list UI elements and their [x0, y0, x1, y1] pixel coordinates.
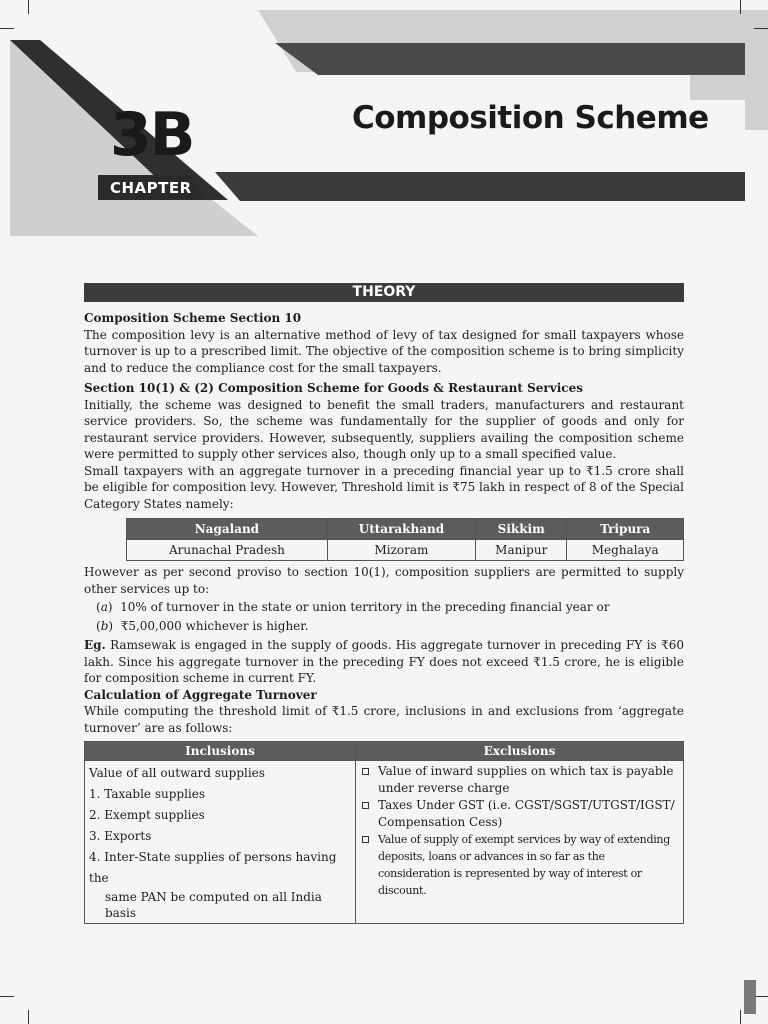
crop-mark	[754, 996, 768, 997]
crop-mark	[740, 1010, 741, 1024]
table-cell: Manipur	[476, 540, 567, 561]
list-item-text: Value of inward supplies on which tax is payable under reverse charge	[378, 764, 674, 795]
table-cell: Sikkim	[476, 519, 567, 540]
crop-mark	[0, 996, 14, 997]
list-item: 2. Exempt supplies	[89, 808, 205, 822]
crop-mark	[740, 0, 741, 14]
special-states-table	[126, 518, 684, 561]
list-item: 1. Taxable supplies	[89, 787, 206, 801]
list-item: (b) ₹5,00,000 whichever is higher.	[96, 619, 309, 633]
crop-mark	[28, 1010, 29, 1024]
crop-mark	[28, 0, 29, 14]
inclusions-cell	[85, 761, 356, 924]
paragraph: Small taxpayers with an aggregate turnover in a preceding financial year up to ₹1.5 crore shall be eligible for composition levy. However, Threshold limit is ₹75 lakh in respect of 8 of the Special Category States namely:	[84, 463, 684, 511]
list-item	[360, 763, 679, 796]
table-cell: Arunachal Pradesh	[127, 540, 328, 561]
table-cell: Nagaland	[127, 519, 328, 540]
page-content	[84, 310, 684, 924]
example-text: Ramsewak is engaged in the supply of goods. His aggregate turnover in preceding FY is ₹60 lakh. Since his aggregate turnover in the preceding FY does not exceed ₹1.5 crore, he is eligible for composition scheme in current FY.	[84, 638, 684, 685]
section-heading: Section 10(1) & (2) Composition Scheme for Goods & Restaurant Services	[84, 381, 583, 395]
crop-mark	[754, 28, 768, 29]
section-heading: Composition Scheme Section 10	[84, 311, 302, 325]
list-item-text: ₹5,00,000 whichever is higher.	[120, 619, 309, 633]
table-header-inclusions: Inclusions	[85, 742, 356, 761]
example-label: Eg.	[84, 638, 106, 652]
table-cell: Uttarakhand	[327, 519, 475, 540]
list-item: 4. Inter-State supplies of persons having the	[89, 850, 337, 885]
table-cell: Tripura	[567, 519, 684, 540]
crop-mark	[0, 28, 14, 29]
table-cell: Mizoram	[327, 540, 475, 561]
chapter-label: CHAPTER	[110, 179, 192, 197]
inclusions-exclusions-table	[84, 741, 684, 924]
checkbox-bullet-icon	[362, 802, 369, 809]
paragraph: Initially, the scheme was designed to benefit the small traders, manufacturers and restaurant service providers. So, the scheme was fundamentally for the supplier of goods and only for restaurant service providers. However, subsequently, suppliers availing the composition scheme were permitted to supply other services also, though only up to a small specified value.	[84, 397, 684, 461]
section-heading: Calculation of Aggregate Turnover	[84, 687, 317, 702]
list-item: (a) 10% of turnover in the state or union territory in the preceding financial year or	[96, 600, 610, 614]
exclusions-cell	[356, 761, 684, 924]
list-item: 3. Exports	[89, 829, 152, 843]
list-item: Value of all outward supplies	[89, 766, 265, 780]
list-item-text: Taxes Under GST (i.e. CGST/SGST/UTGST/IGST/ Compensation Cess)	[378, 798, 675, 829]
list-item	[360, 831, 679, 899]
paragraph: While computing the threshold limit of ₹1.5 crore, inclusions in and exclusions from ‘aggregate turnover’ are as follows:	[84, 704, 684, 735]
table-header-exclusions: Exclusions	[356, 742, 684, 761]
page-edge-tab	[744, 980, 756, 1014]
table-row	[127, 540, 684, 561]
example-paragraph	[84, 637, 684, 687]
paragraph: However as per second proviso to section 10(1), composition suppliers are permitted to supply other services up to:	[84, 565, 684, 596]
table-row	[85, 742, 684, 761]
theory-banner: THEORY	[84, 283, 684, 302]
checkbox-bullet-icon	[362, 836, 369, 843]
list-label: a	[100, 600, 108, 614]
list-item-text: Value of supply of exempt services by way of extending deposits, loans or advances in so far as the consideration is represented by way of interest or discount.	[378, 833, 670, 897]
list-item: same PAN be computed on all India basis	[105, 890, 322, 920]
chapter-title: Composition Scheme	[352, 100, 709, 136]
list-item	[360, 797, 679, 830]
table-row	[127, 519, 684, 540]
list-item-text: 10% of turnover in the state or union territory in the preceding financial year or	[120, 600, 610, 614]
table-row	[85, 761, 684, 924]
paragraph: The composition levy is an alternative method of levy of tax designed for small taxpayers whose turnover is up to a prescribed limit. The objective of the composition scheme is to bring simplicity and to reduce the compliance cost for the small taxpayers.	[84, 327, 684, 375]
table-cell: Meghalaya	[567, 540, 684, 561]
chapter-number: 3B	[110, 100, 194, 170]
list-label: b	[100, 619, 109, 633]
checkbox-bullet-icon	[362, 768, 369, 775]
proviso-list	[96, 599, 684, 637]
